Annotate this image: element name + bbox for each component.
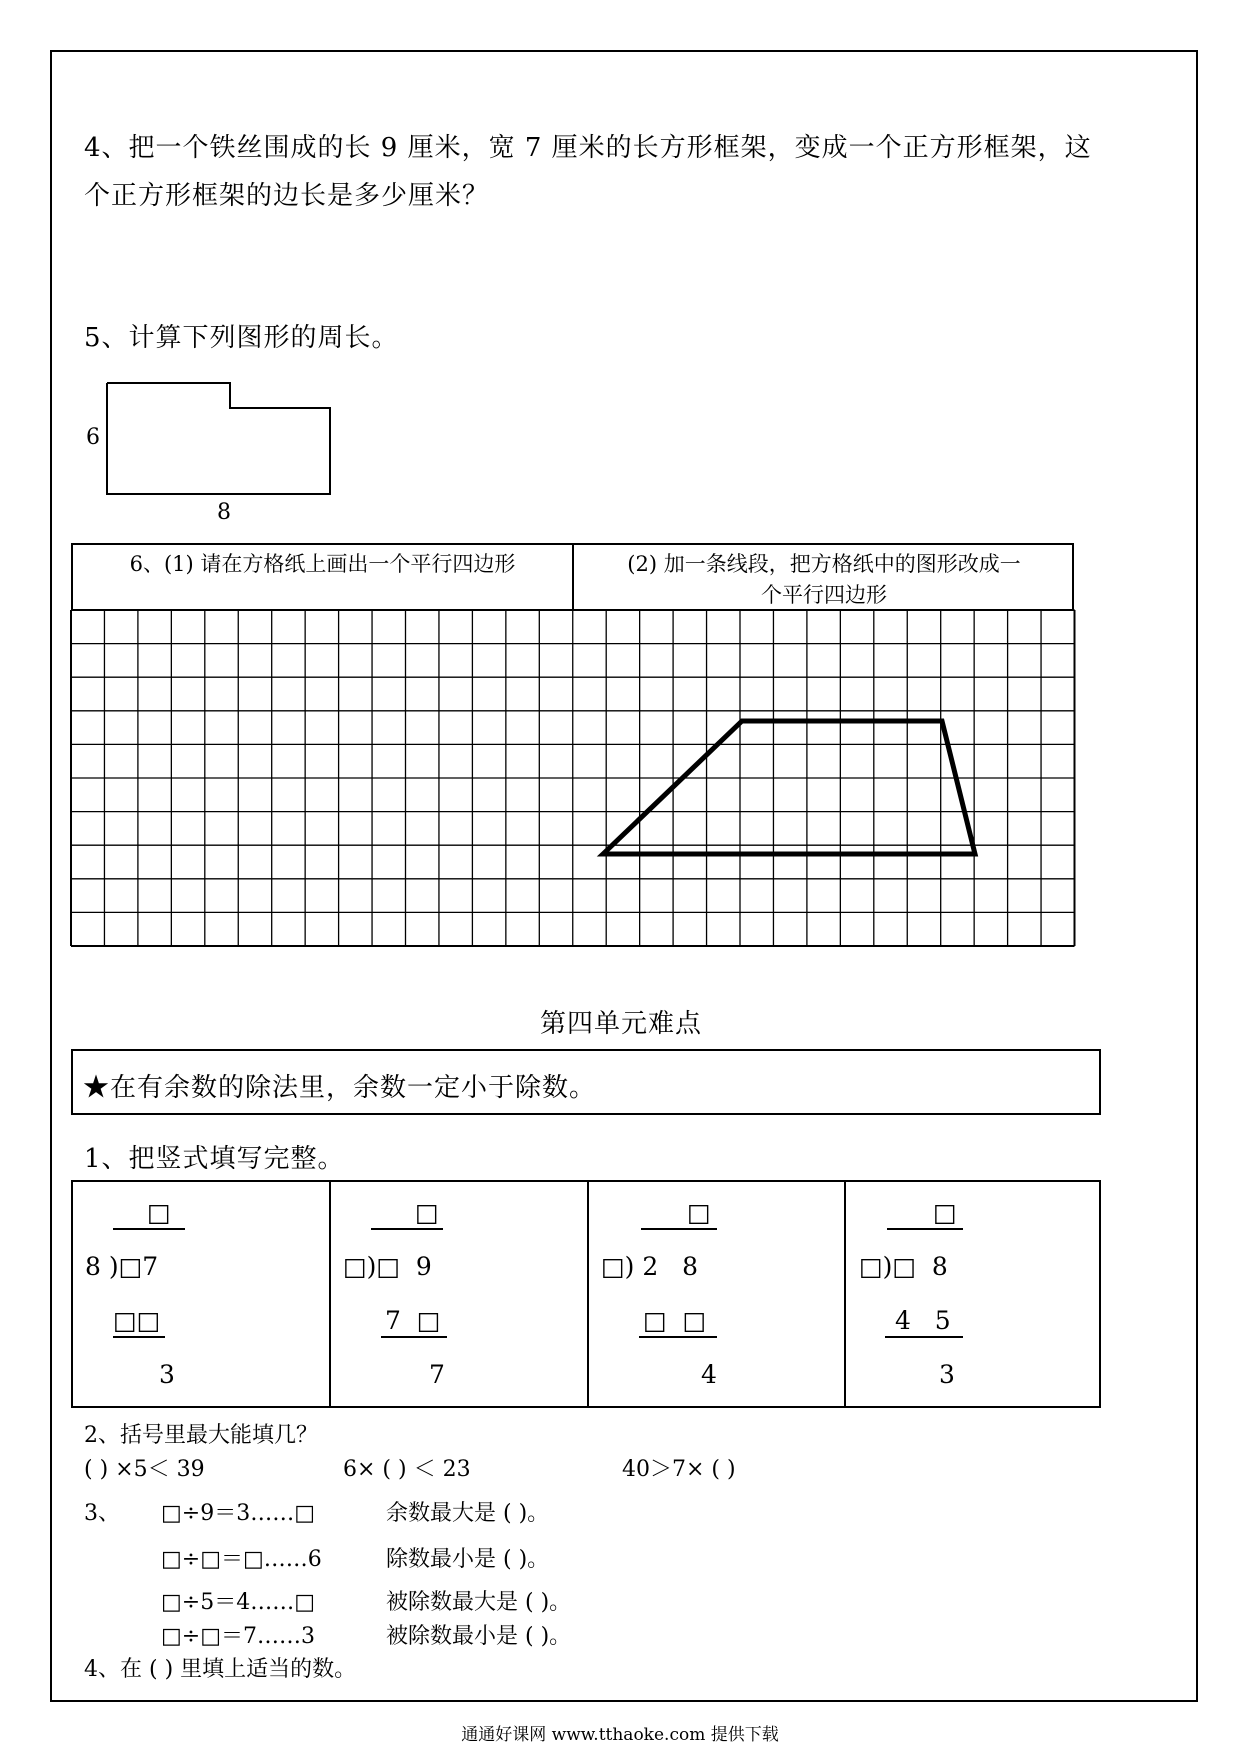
division-3-product-line [639,1336,717,1338]
division-3-dividend: □) 2 8 [601,1252,698,1281]
height-label: 6 [86,425,100,450]
part2-line1: (2) 加一条线段，把方格纸中的图形改成一 [627,552,1021,576]
p3-expr-2: □÷□＝□……6 [161,1547,322,1572]
division-2-quotient: □ [415,1198,439,1227]
p2-item-3: 40＞7× ( ) [622,1457,736,1482]
grid-header-part1: 6、(1) 请在方格纸上画出一个平行四边形 [129,552,516,576]
q4-line2: 个正方形框架的边长是多少厘米？ [84,181,490,211]
division-3-remainder: 4 [701,1360,717,1389]
q5-title: 5、计算下列图形的周长。 [84,323,399,353]
division-2-product: 7 □ [385,1306,441,1335]
division-2-product-line [381,1336,447,1338]
grid-lines [71,610,1075,946]
division-4-quotient: □ [933,1198,957,1227]
division-4-product: 4 5 [895,1306,951,1335]
division-4-remainder: 3 [939,1360,955,1389]
p1-title: 1、把竖式填写完整。 [84,1144,345,1174]
division-4-quotient-line [887,1228,963,1230]
rule-box [71,1049,1101,1115]
long-division-table [71,1180,1101,1408]
rule-text: ★在有余数的除法里，余数一定小于除数。 [83,1073,597,1103]
division-3-quotient-line [641,1228,717,1230]
p3-ask-3: 被除数最大是 ( )。 [386,1590,572,1615]
division-1-quotient-line [113,1228,185,1230]
p2-item-1: ( ) ×5＜ 39 [84,1457,205,1482]
p3-expr-3: □÷5＝4……□ [161,1590,316,1615]
section-title: 第四单元难点 [540,1009,703,1039]
division-3-quotient: □ [687,1198,711,1227]
p3-expr-1: □÷9＝3……□ [161,1501,316,1526]
p3-ask-4: 被除数最小是 ( )。 [386,1624,572,1649]
p3-ask-1: 余数最大是 ( )。 [386,1501,550,1526]
division-1-product: □□ [113,1306,161,1335]
division-4-dividend: □)□ 8 [859,1252,948,1281]
division-2-dividend: □)□ 9 [343,1252,432,1281]
p3-expr-4: □÷□＝7……3 [161,1624,316,1649]
p3-ask-2: 除数最小是 ( )。 [386,1547,550,1572]
division-2-quotient-line [371,1228,443,1230]
cell-divider-3 [844,1182,846,1406]
trapezoid-shape [603,721,975,854]
cell-divider-2 [587,1182,589,1406]
part2-line2: 个平行四边形 [761,583,887,607]
division-1-dividend: 8 )□7 [85,1252,159,1281]
p3-label: 3、 [84,1501,120,1526]
width-label: 8 [217,500,231,525]
p2-title: 2、括号里最大能填几？ [84,1423,318,1448]
p2-item-2: 6× ( ) ＜ 23 [343,1457,471,1482]
q4-line1: 4、把一个铁丝围成的长 9 厘米，宽 7 厘米的长方形框架，变成一个正方形框架，这 [84,133,1092,163]
division-2-remainder: 7 [429,1360,445,1389]
cell-divider-1 [329,1182,331,1406]
division-3-product: □ □ [643,1306,707,1335]
division-4-product-line [885,1336,963,1338]
division-1-quotient: □ [147,1198,171,1227]
division-1-remainder: 3 [159,1360,175,1389]
footer: 通通好课网 www.tthaoke.com 提供下载 [461,1725,779,1745]
p4-title: 4、在 ( ) 里填上适当的数。 [84,1657,357,1682]
division-1-product-line [113,1336,165,1338]
